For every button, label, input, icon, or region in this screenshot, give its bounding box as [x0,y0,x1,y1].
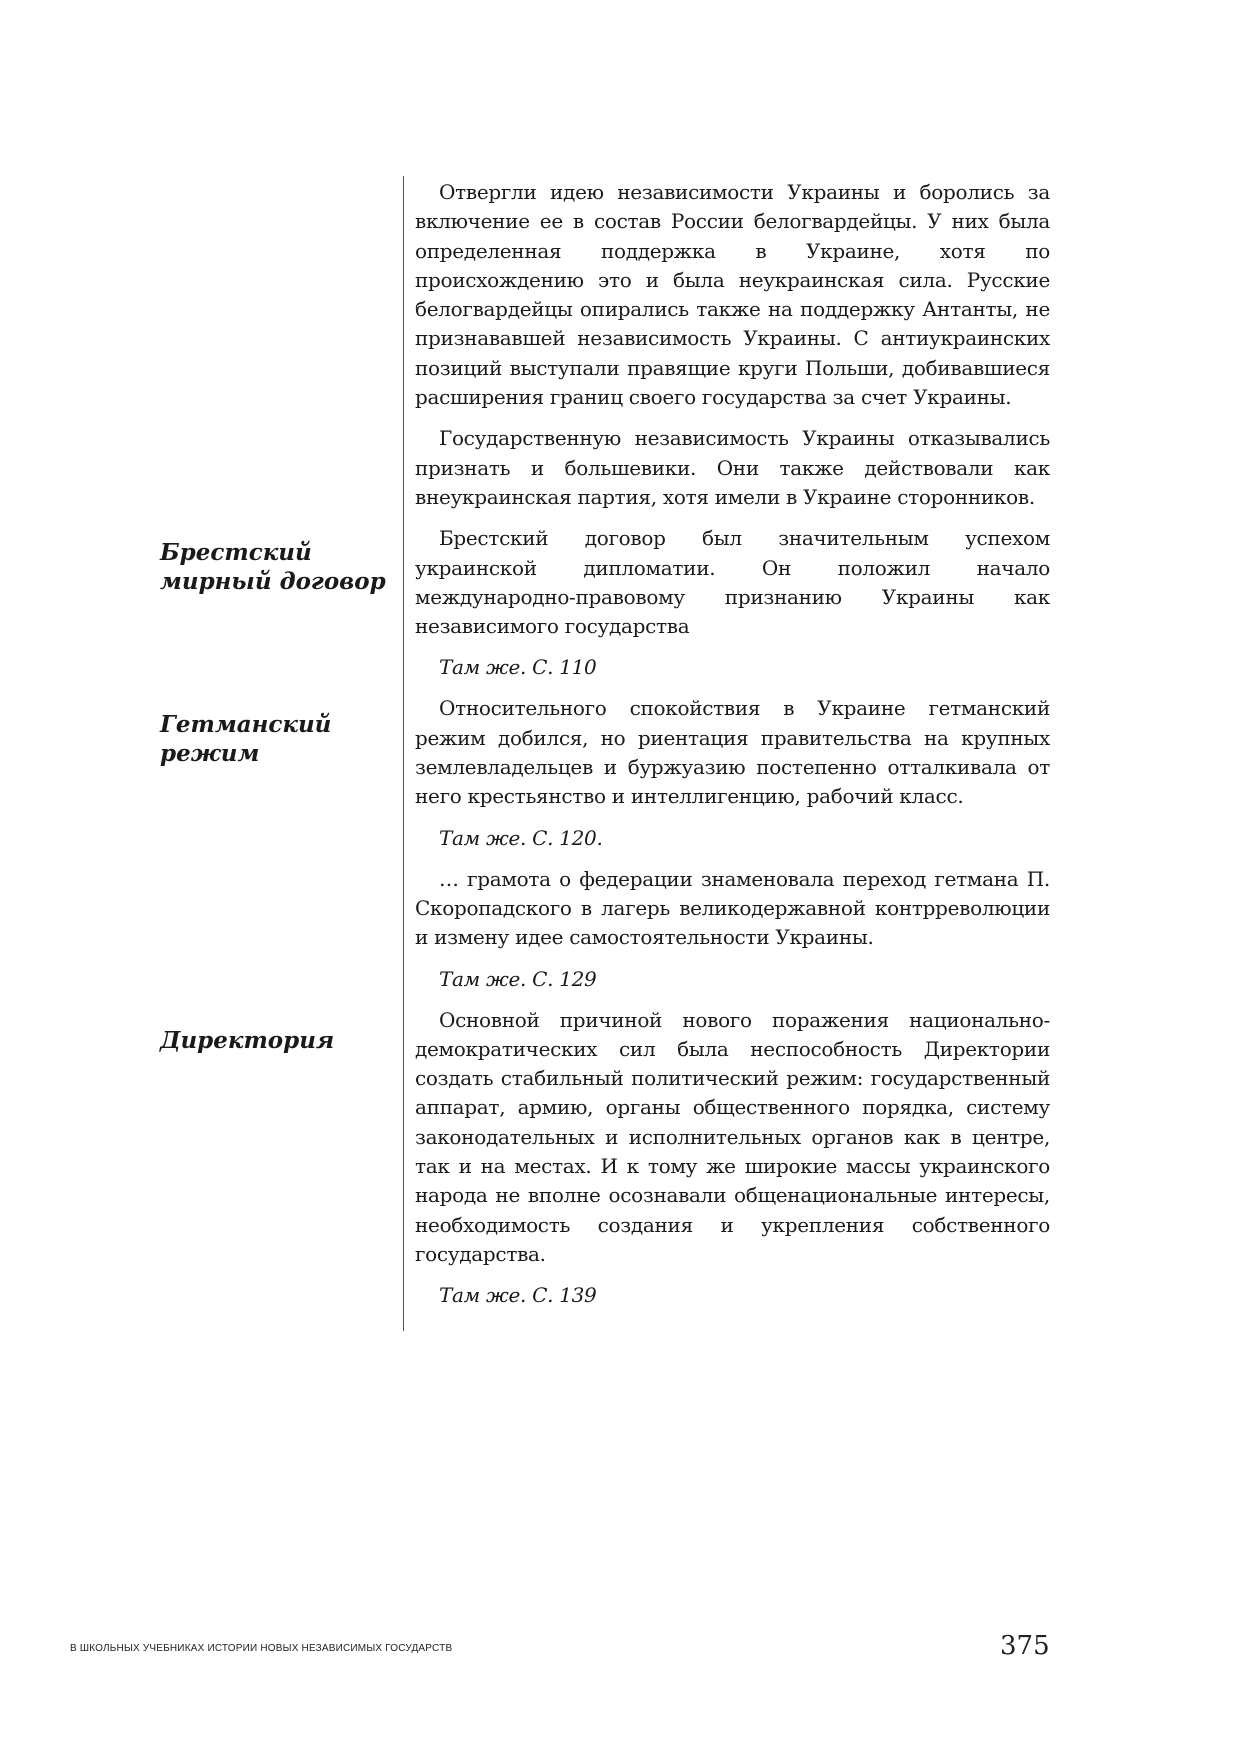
sidebar-brest-line1: Брестский [160,539,312,566]
page-number: 375 [1000,1631,1050,1661]
main-text-column [415,178,1050,1322]
source-citation: Там же. С. 139 [439,1283,597,1308]
running-footer-title: В ШКОЛЬНЫХ УЧЕБНИКАХ ИСТОРИИ НОВЫХ НЕЗАВИСИМЫХ ГОСУДАРСТВ [70,1643,453,1654]
paragraph-hetman-regime: Относительного спокойствия в Украине гетманский режим добился, но риентация правительства на крупных землевладельцев и буржуазию постепенно отталкивала от него крестьянство и интеллигенцию, рабочий класс. [415,696,1050,809]
sidebar-hetman-line2: режим [160,740,260,767]
source-citation: Там же. С. 129 [439,966,597,991]
paragraph-whiteguards: Отвергли идею независимости Украины и боролись за включение ее в состав России белогвардейцы. У них была определенная поддержка в Украине, хотя по происхождению это и была неукраинская сила. Русские белогвардейцы опирались также на поддержку Антанты, не признававшей независимость Украины. С антиукраинских позиций выступали правящие круги Польши, добивавшиеся расширения границ своего государства за счет Украины. [415,180,1050,410]
sidebar-heading-directory [160,1026,395,1055]
source-citation: Там же. С. 110 [439,655,597,680]
paragraph-brest-treaty: Брестский договор был значительным успехом украинской дипломатии. Он положил начало международно-правовому признанию Украины как независимого государства [415,526,1050,639]
column-divider [403,176,404,1331]
sidebar-hetman-line1: Гетманский [160,711,332,738]
sidebar-heading-brest [160,538,395,596]
paragraph-federation-charter: … грамота о федерации знаменовала переход гетмана П. Скоропадского в лагерь великодержавной контрреволюции и измену идее самостоятельности Украины. [415,866,1050,950]
sidebar-directory-line: Директория [160,1027,335,1054]
sidebar-brest-line2: мирный договор [160,568,386,595]
source-citation: Там же. С. 120. [439,825,603,850]
sidebar-heading-hetman [160,710,395,768]
paragraph-directory: Основной причиной нового поражения национально-демократических сил была неспособность Директории создать стабильный политический режим: государственный аппарат, армию, органы общественного порядка, систему законодательных и исполнительных органов как в центре, так и на местах. И к тому же широкие массы украинского народа не вполне осознавали общенациональные интересы, необходимость создания и укрепления собственного государства. [415,1007,1050,1266]
paragraph-bolsheviks: Государственную независимость Украины отказывались признать и большевики. Они также действовали как внеукраинская партия, хотя имели в Украине сторонников. [415,426,1050,509]
